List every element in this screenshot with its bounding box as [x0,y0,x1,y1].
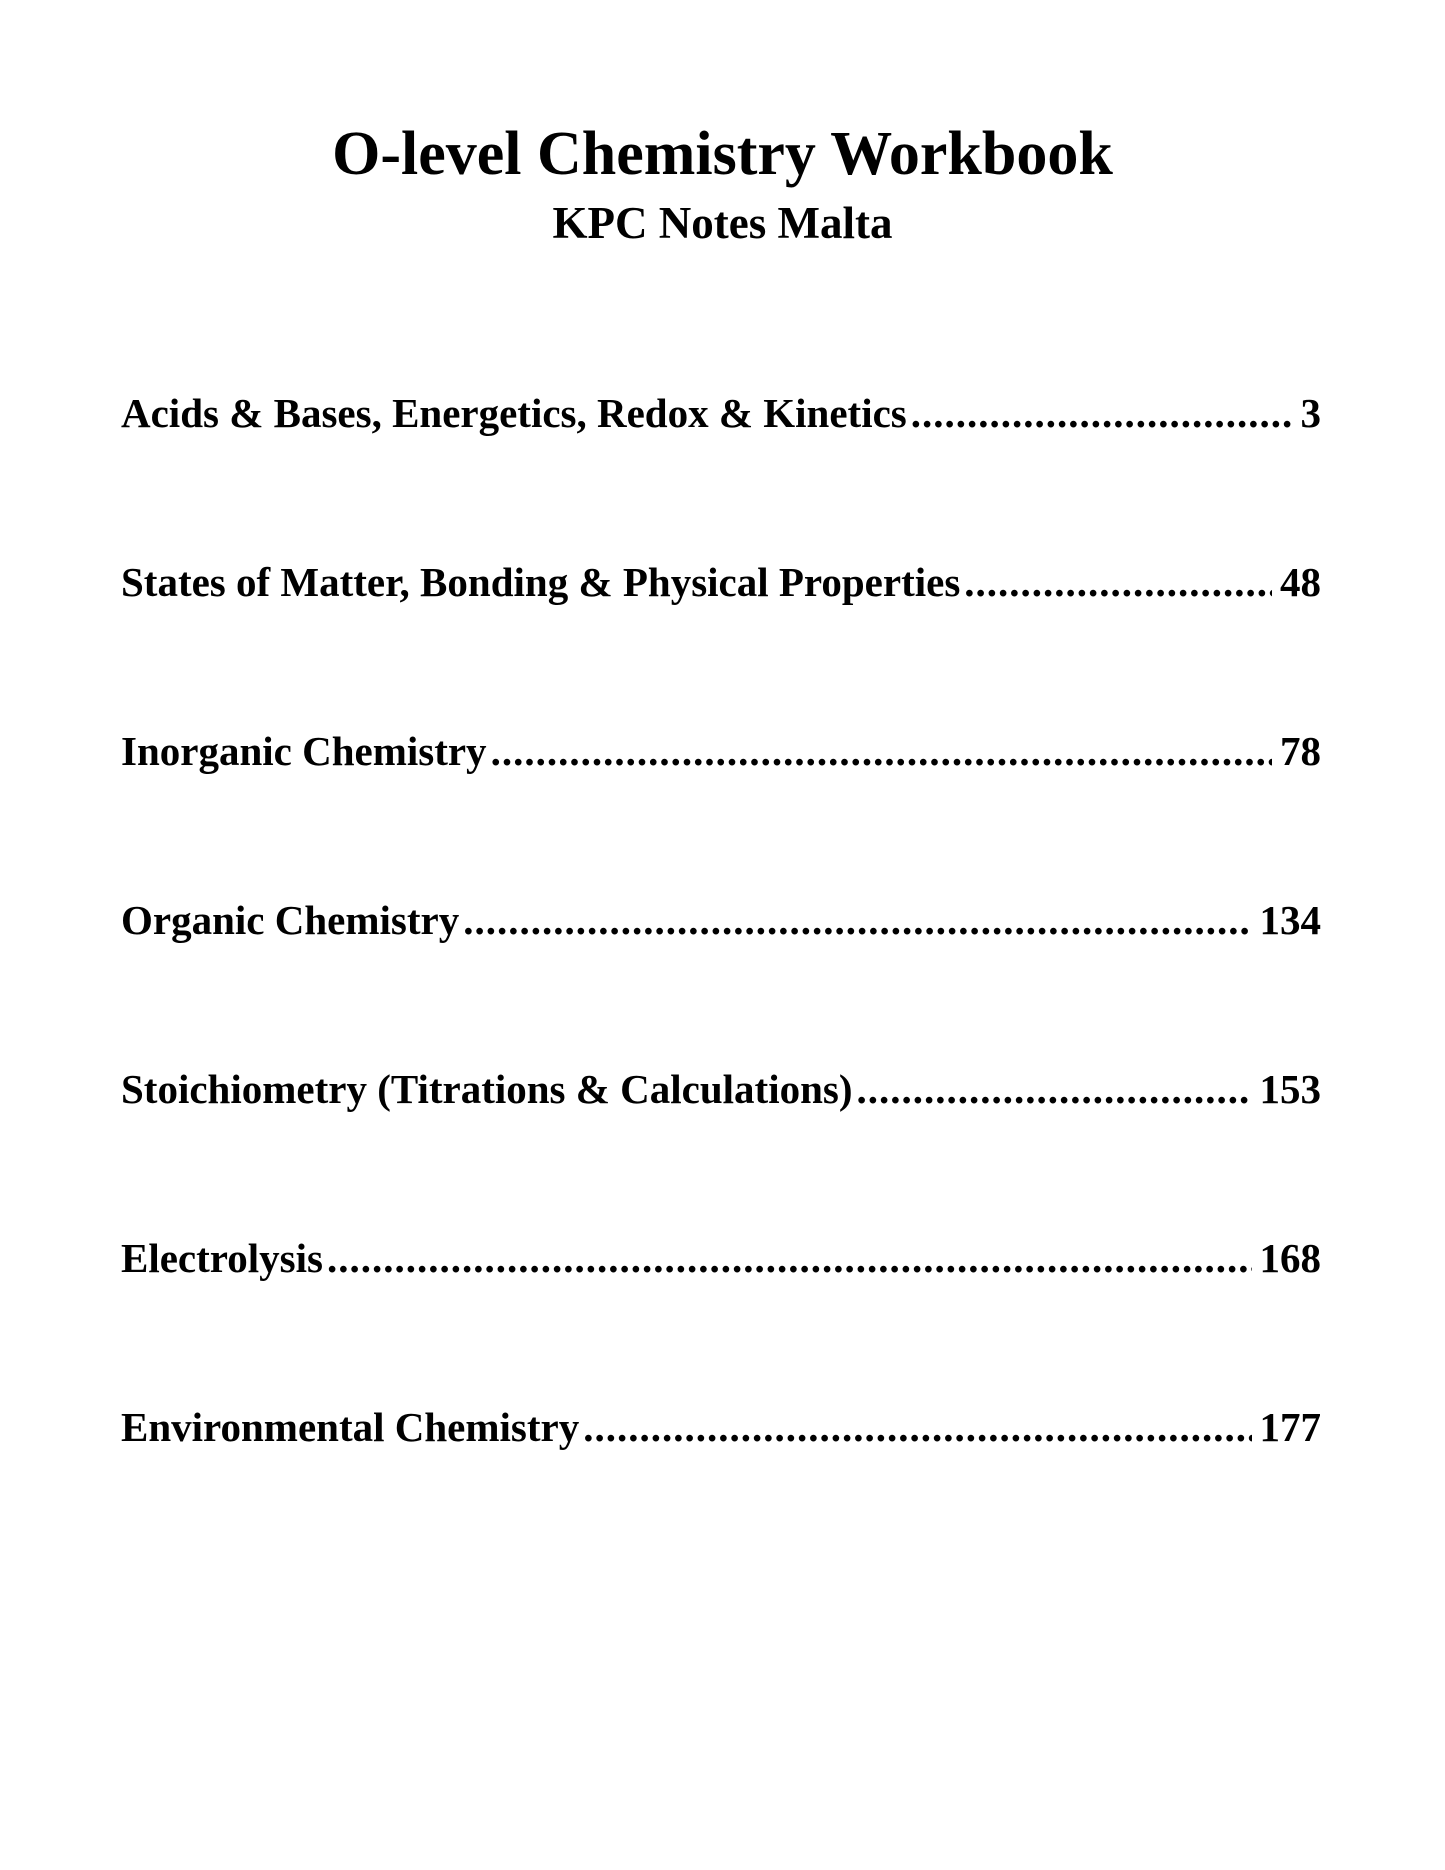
toc-entry-label: Electrolysis [121,1235,323,1281]
toc-entry-label: Acids & Bases, Energetics, Redox & Kinetics [121,390,907,436]
toc-dot-leader [857,1054,1252,1124]
toc-entry-stoichiometry[interactable] [121,1054,1321,1223]
toc-entry-label: Organic Chemistry [121,897,460,943]
toc-entry-organic-chemistry[interactable] [121,885,1321,1054]
toc-page-number: 3 [1300,390,1321,436]
toc-page-number: 177 [1259,1404,1321,1450]
toc-page-number: 153 [1259,1066,1321,1112]
document-title: O-level Chemistry Workbook [332,120,1113,188]
toc-entry-acids-bases[interactable] [121,378,1321,547]
toc-entry-environmental-chemistry[interactable] [121,1392,1321,1561]
toc-dot-leader [327,1223,1252,1293]
toc-entry-label: States of Matter, Bonding & Physical Properties [121,559,961,605]
toc-dot-leader [964,547,1272,617]
toc-page-number: 168 [1259,1235,1321,1281]
toc-page-number: 48 [1280,559,1321,605]
toc-dot-leader [583,1392,1251,1462]
toc-entry-label: Environmental Chemistry [121,1404,580,1450]
toc-dot-leader [491,716,1272,786]
toc-page-number: 134 [1259,897,1321,943]
toc-dot-leader [463,885,1251,955]
table-of-contents [121,378,1321,1561]
toc-entry-inorganic-chemistry[interactable] [121,716,1321,885]
toc-dot-leader [911,378,1293,448]
toc-page-number: 78 [1280,728,1321,774]
toc-entry-electrolysis[interactable] [121,1223,1321,1392]
toc-entry-label: Inorganic Chemistry [121,728,487,774]
toc-entry-states-of-matter[interactable] [121,547,1321,716]
document-subtitle: KPC Notes Malta [552,198,893,248]
toc-entry-label: Stoichiometry (Titrations & Calculations) [121,1066,853,1112]
